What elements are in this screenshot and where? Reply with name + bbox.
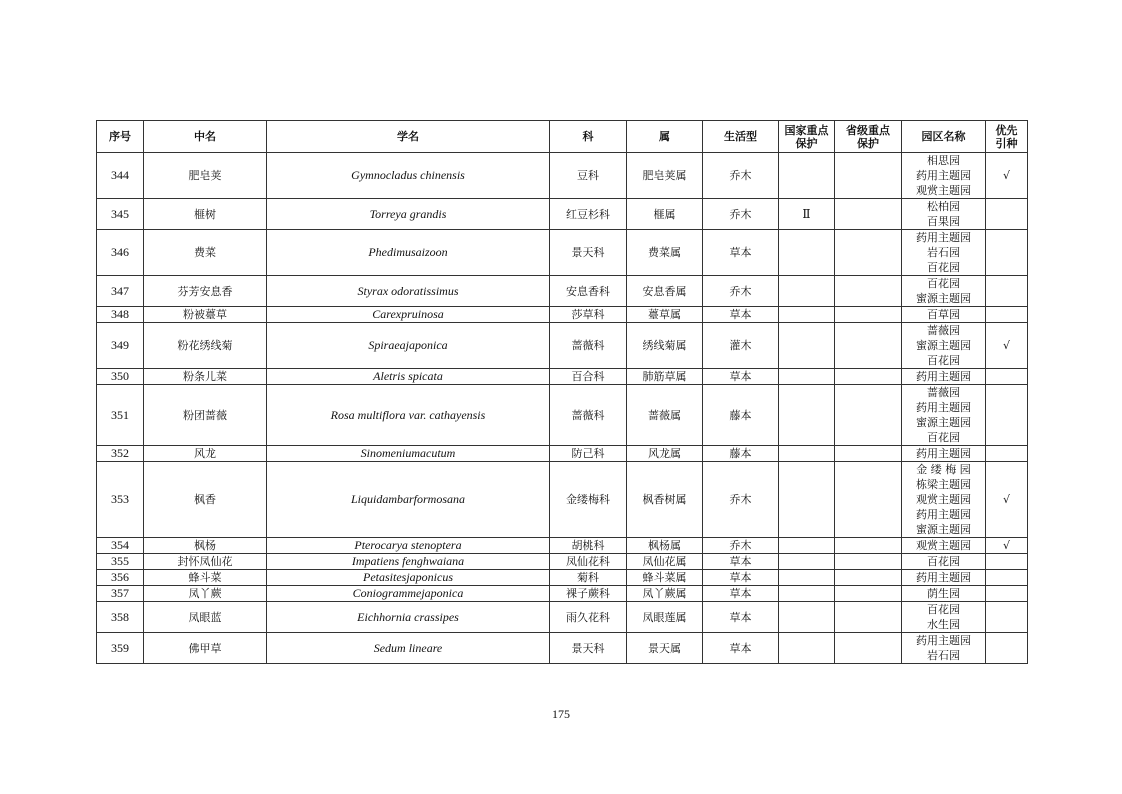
genus: 绣线菊属 [627,323,703,369]
garden-name: 药用主题园 [916,447,971,460]
chinese-name: 蜂斗菜 [144,570,267,586]
table-row [97,385,1028,446]
header-sci-name: 学名 [267,121,550,153]
row-number: 351 [97,385,144,446]
table-row [97,570,1028,586]
provincial-protection [835,633,902,664]
garden-name: 相思园 [927,154,960,167]
table-row [97,276,1028,307]
genus: 蜂斗菜属 [627,570,703,586]
table-row [97,369,1028,385]
life-form: 灌木 [703,323,779,369]
genus: 蔷薇属 [627,385,703,446]
header-life-form: 生活型 [703,121,779,153]
garden-name: 金 缕 梅 园 [916,463,971,476]
header-provincial-protection: 省级重点 保护 [835,121,902,153]
priority-mark [986,385,1028,446]
header-cn-name: 中名 [144,121,267,153]
national-protection [779,230,835,276]
scientific-name: Petasitesjaponicus [267,570,550,586]
chinese-name: 风龙 [144,446,267,462]
garden-name: 百果园 [927,215,960,228]
scientific-name: Aletris spicata [267,369,550,385]
table-body [97,153,1028,664]
chinese-name: 粉条儿菜 [144,369,267,385]
row-number: 358 [97,602,144,633]
garden-names [902,538,986,554]
family: 防己科 [550,446,627,462]
row-number: 350 [97,369,144,385]
garden-name: 百花园 [927,603,960,616]
garden-name: 蔷薇园 [927,324,960,337]
scientific-name: Gymnocladus chinensis [267,153,550,199]
row-number: 348 [97,307,144,323]
scientific-name: Pterocarya stenoptera [267,538,550,554]
priority-mark [986,230,1028,276]
garden-name: 观赏主题园 [916,184,971,197]
garden-name: 药用主题园 [916,401,971,414]
provincial-protection [835,446,902,462]
provincial-protection [835,276,902,307]
header-row [97,121,1028,153]
table-row [97,602,1028,633]
row-number: 354 [97,538,144,554]
priority-mark [986,199,1028,230]
genus: 凤眼莲属 [627,602,703,633]
header-genus: 属 [627,121,703,153]
genus: 枫香树属 [627,462,703,538]
header-national-protection: 国家重点 保护 [779,121,835,153]
provincial-protection [835,323,902,369]
garden-name: 松柏园 [927,200,960,213]
garden-name: 药用主题园 [916,169,971,182]
chinese-name: 榧树 [144,199,267,230]
garden-name: 百花园 [927,431,960,444]
priority-mark [986,570,1028,586]
scientific-name: Coniogrammejaponica [267,586,550,602]
chinese-name: 粉团蔷薇 [144,385,267,446]
national-protection [779,385,835,446]
plant-species-table [96,120,1028,664]
life-form: 草本 [703,586,779,602]
family: 豆科 [550,153,627,199]
scientific-name: Eichhornia crassipes [267,602,550,633]
priority-mark [986,276,1028,307]
family: 红豆杉科 [550,199,627,230]
priority-mark [986,586,1028,602]
garden-names [902,230,986,276]
garden-names [902,199,986,230]
garden-name: 岩石园 [927,246,960,259]
garden-name: 荫生园 [927,587,960,600]
table-row [97,446,1028,462]
national-protection [779,602,835,633]
life-form: 乔木 [703,538,779,554]
row-number: 345 [97,199,144,230]
genus: 费菜属 [627,230,703,276]
garden-name: 药用主题园 [916,231,971,244]
family: 雨久花科 [550,602,627,633]
genus: 凤丫蕨属 [627,586,703,602]
provincial-protection [835,462,902,538]
garden-name: 蜜源主题园 [916,292,971,305]
genus: 薹草属 [627,307,703,323]
chinese-name: 费菜 [144,230,267,276]
priority-mark: √ [986,153,1028,199]
scientific-name: Carexpruinosa [267,307,550,323]
family: 莎草科 [550,307,627,323]
garden-name: 百花园 [927,277,960,290]
scientific-name: Phedimusaizoon [267,230,550,276]
table-row [97,586,1028,602]
row-number: 359 [97,633,144,664]
provincial-protection [835,602,902,633]
chinese-name: 封怀凤仙花 [144,554,267,570]
life-form: 草本 [703,633,779,664]
row-number: 344 [97,153,144,199]
garden-names [902,323,986,369]
chinese-name: 粉花绣线菊 [144,323,267,369]
provincial-protection [835,385,902,446]
genus: 枫杨属 [627,538,703,554]
row-number: 353 [97,462,144,538]
provincial-protection [835,369,902,385]
row-number: 349 [97,323,144,369]
family: 凤仙花科 [550,554,627,570]
provincial-protection [835,570,902,586]
life-form: 乔木 [703,276,779,307]
scientific-name: Rosa multiflora var. cathayensis [267,385,550,446]
row-number: 356 [97,570,144,586]
genus: 凤仙花属 [627,554,703,570]
national-protection [779,633,835,664]
family: 菊科 [550,570,627,586]
priority-mark: √ [986,323,1028,369]
provincial-protection [835,199,902,230]
national-protection [779,307,835,323]
garden-names [902,385,986,446]
life-form: 藤本 [703,446,779,462]
garden-name: 药用主题园 [916,370,971,383]
garden-names [902,633,986,664]
scientific-name: Impatiens fenghwaiana [267,554,550,570]
life-form: 乔木 [703,153,779,199]
header-garden: 园区名称 [902,121,986,153]
provincial-protection [835,586,902,602]
garden-name: 岩石园 [927,649,960,662]
garden-name: 蜜源主题园 [916,523,971,536]
table-row [97,307,1028,323]
national-protection [779,369,835,385]
garden-name: 蔷薇园 [927,386,960,399]
table-row [97,230,1028,276]
national-protection [779,276,835,307]
chinese-name: 肥皂荚 [144,153,267,199]
garden-names [902,369,986,385]
life-form: 草本 [703,570,779,586]
garden-name: 栋梁主题园 [916,478,971,491]
genus: 安息香属 [627,276,703,307]
genus: 榧属 [627,199,703,230]
scientific-name: Sedum lineare [267,633,550,664]
family: 安息香科 [550,276,627,307]
scientific-name: Spiraeajaponica [267,323,550,369]
national-protection [779,446,835,462]
life-form: 乔木 [703,462,779,538]
family: 景天科 [550,633,627,664]
garden-names [902,602,986,633]
provincial-protection [835,307,902,323]
garden-name: 百花园 [927,261,960,274]
national-protection [779,462,835,538]
garden-name: 蜜源主题园 [916,339,971,352]
provincial-protection [835,230,902,276]
priority-mark [986,307,1028,323]
table-row [97,538,1028,554]
chinese-name: 芬芳安息香 [144,276,267,307]
national-protection [779,323,835,369]
row-number: 346 [97,230,144,276]
table-row [97,153,1028,199]
genus: 肺筋草属 [627,369,703,385]
garden-names [902,307,986,323]
row-number: 357 [97,586,144,602]
priority-mark [986,554,1028,570]
row-number: 347 [97,276,144,307]
header-priority: 优先 引种 [986,121,1028,153]
priority-mark [986,369,1028,385]
garden-names [902,570,986,586]
national-protection [779,554,835,570]
national-protection: Ⅱ [779,199,835,230]
national-protection [779,570,835,586]
priority-mark: √ [986,462,1028,538]
garden-name: 蜜源主题园 [916,416,971,429]
garden-name: 药用主题园 [916,508,971,521]
garden-names [902,276,986,307]
chinese-name: 枫杨 [144,538,267,554]
row-number: 355 [97,554,144,570]
garden-name: 观赏主题园 [916,493,971,506]
table-row [97,462,1028,538]
provincial-protection [835,538,902,554]
garden-names [902,462,986,538]
life-form: 草本 [703,230,779,276]
header-family: 科 [550,121,627,153]
garden-name: 药用主题园 [916,634,971,647]
scientific-name: Liquidambarformosana [267,462,550,538]
scientific-name: Torreya grandis [267,199,550,230]
page-number: 175 [552,707,570,721]
garden-names [902,446,986,462]
life-form: 草本 [703,307,779,323]
scientific-name: Styrax odoratissimus [267,276,550,307]
garden-name: 水生园 [927,618,960,631]
garden-name: 百花园 [927,555,960,568]
header-no: 序号 [97,121,144,153]
scientific-name: Sinomeniumacutum [267,446,550,462]
priority-mark [986,602,1028,633]
chinese-name: 佛甲草 [144,633,267,664]
life-form: 草本 [703,602,779,633]
garden-name: 百花园 [927,354,960,367]
life-form: 藤本 [703,385,779,446]
chinese-name: 凤丫蕨 [144,586,267,602]
national-protection [779,153,835,199]
family: 蔷薇科 [550,323,627,369]
table-row [97,554,1028,570]
family: 胡桃科 [550,538,627,554]
provincial-protection [835,153,902,199]
table-row [97,323,1028,369]
family: 百合科 [550,369,627,385]
priority-mark [986,446,1028,462]
garden-names [902,586,986,602]
chinese-name: 凤眼蓝 [144,602,267,633]
genus: 风龙属 [627,446,703,462]
priority-mark [986,633,1028,664]
family: 蔷薇科 [550,385,627,446]
table-row [97,199,1028,230]
family: 景天科 [550,230,627,276]
garden-name: 百草园 [927,308,960,321]
garden-name: 观赏主题园 [916,539,971,552]
garden-names [902,153,986,199]
provincial-protection [835,554,902,570]
family: 裸子蕨科 [550,586,627,602]
national-protection [779,538,835,554]
chinese-name: 枫香 [144,462,267,538]
row-number: 352 [97,446,144,462]
priority-mark: √ [986,538,1028,554]
life-form: 草本 [703,554,779,570]
genus: 肥皂荚属 [627,153,703,199]
garden-name: 药用主题园 [916,571,971,584]
table-row [97,633,1028,664]
genus: 景天属 [627,633,703,664]
national-protection [779,586,835,602]
life-form: 乔木 [703,199,779,230]
garden-names [902,554,986,570]
life-form: 草本 [703,369,779,385]
chinese-name: 粉被薹草 [144,307,267,323]
family: 金缕梅科 [550,462,627,538]
